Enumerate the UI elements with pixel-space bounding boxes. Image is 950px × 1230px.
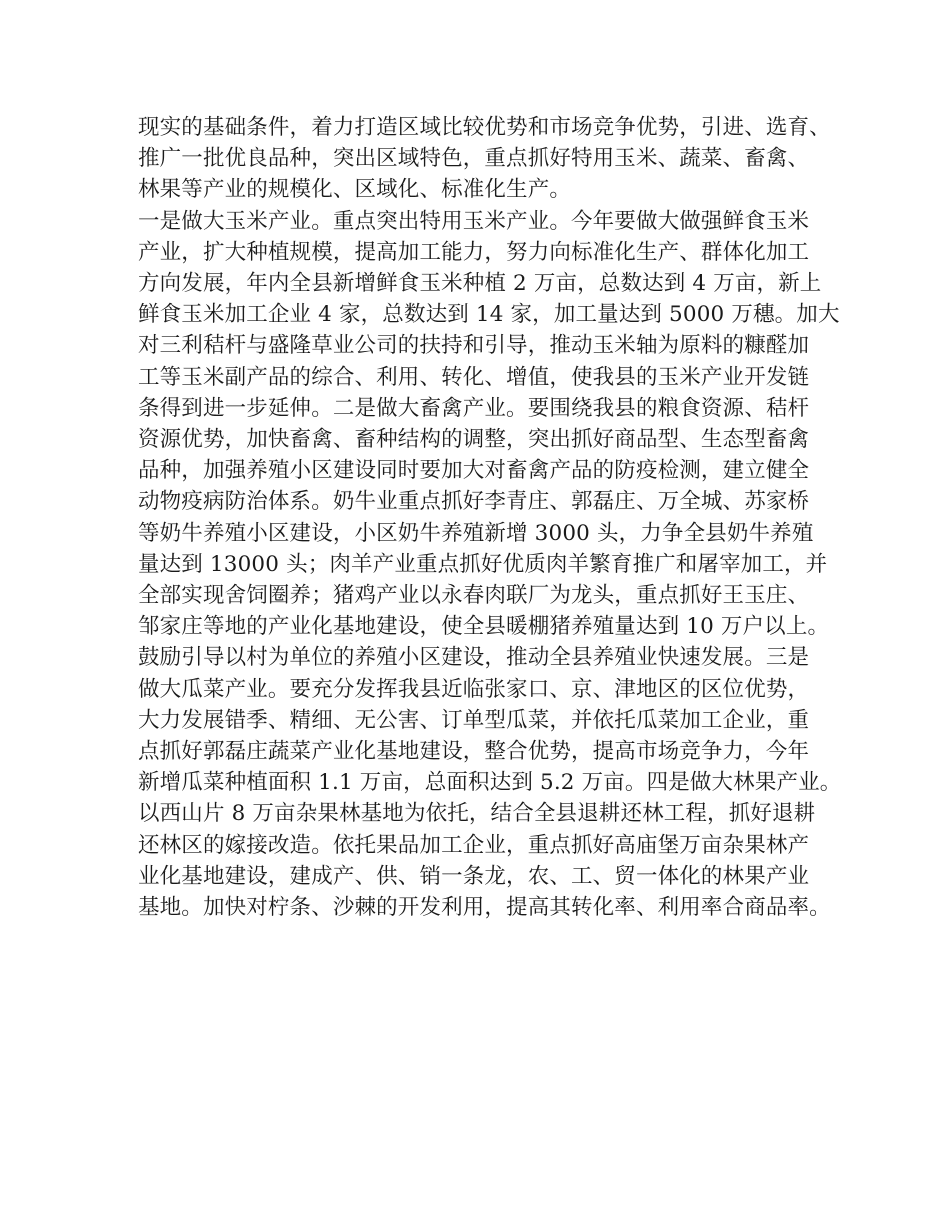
text-line: 做大瓜菜产业。要充分发挥我县近临张家口、京、津地区的区位优势， [138, 676, 810, 702]
text-line: 资源优势，加快畜禽、畜种结构的调整，突出抓好商品型、生态型畜禽 [138, 427, 810, 453]
text-line: 大力发展错季、精细、无公害、订单型瓜菜，并依托瓜菜加工企业，重 [138, 707, 810, 733]
text-line: 现实的基础条件，着力打造区域比较优势和市场竞争优势，引进、选育、 [138, 115, 831, 140]
text-line: 品种，加强养殖小区建设同时要加大对畜禽产品的防疫检测，建立健全 [138, 458, 810, 484]
text-line: 等奶牛养殖小区建设，小区奶牛养殖新增 3000 头，力争全县奶牛养殖 [138, 520, 814, 546]
text-line: 业化基地建设，建成产、供、销一条龙，农、工、贸一体化的林果产业 [138, 863, 810, 889]
text-line: 对三利秸杆与盛隆草业公司的扶持和引导，推动玉米轴为原料的糠醛加 [138, 333, 810, 359]
text-line: 林果等产业的规模化、区域化、标准化生产。 [138, 177, 572, 203]
text-line: 全部实现舍饲圈养；猪鸡产业以永春肉联厂为龙头，重点抓好王玉庄、 [138, 583, 810, 609]
text-line: 点抓好郭磊庄蔬菜产业化基地建设，整合优势，提高市场竞争力，今年 [138, 739, 810, 765]
text-line: 条得到进一步延伸。二是做大畜禽产业。要围绕我县的粮食资源、秸杆 [138, 395, 810, 421]
text-line: 工等玉米副产品的综合、利用、转化、增值，使我县的玉米产业开发链 [138, 364, 810, 390]
text-line: 以西山片 8 万亩杂果林基地为依托，结合全县退耕还林工程，抓好退耕 [138, 801, 816, 827]
text-line: 基地。加快对柠条、沙棘的开发利用，提高其转化率、利用率合商品率。 [138, 895, 831, 921]
text-line: 产业，扩大种植规模，提高加工能力，努力向标准化生产、群体化加工 [138, 239, 810, 265]
text-line: 动物疫病防治体系。奶牛业重点抓好李青庄、郭磊庄、万全城、苏家桥 [138, 489, 810, 515]
text-line: 量达到 13000 头；肉羊产业重点抓好优质肉羊繁育推广和屠宰加工，并 [138, 551, 828, 577]
document-body [138, 112, 842, 923]
text-line: 鲜食玉米加工企业 4 家，总数达到 14 家，加工量达到 5000 万穗。加大 [138, 302, 840, 328]
text-line: 邹家庄等地的产业化基地建设，使全县暖棚猪养殖量达到 10 万户以上。 [138, 614, 830, 640]
text-line: 一是做大玉米产业。重点突出特用玉米产业。今年要做大做强鲜食玉米 [138, 208, 810, 234]
text-line: 还林区的嫁接改造。依托果品加工企业，重点抓好高庙堡万亩杂果林产 [138, 832, 810, 858]
text-line: 推广一批优良品种，突出区域特色，重点抓好特用玉米、蔬菜、畜禽、 [138, 146, 810, 172]
text-line: 新增瓜菜种植面积 1.1 万亩，总面积达到 5.2 万亩。四是做大林果产业。 [138, 770, 842, 796]
text-line: 鼓励引导以村为单位的养殖小区建设，推动全县养殖业快速发展。三是 [138, 645, 810, 671]
text-line: 方向发展，年内全县新增鲜食玉米种植 2 万亩，总数达到 4 万亩，新上 [138, 271, 822, 297]
